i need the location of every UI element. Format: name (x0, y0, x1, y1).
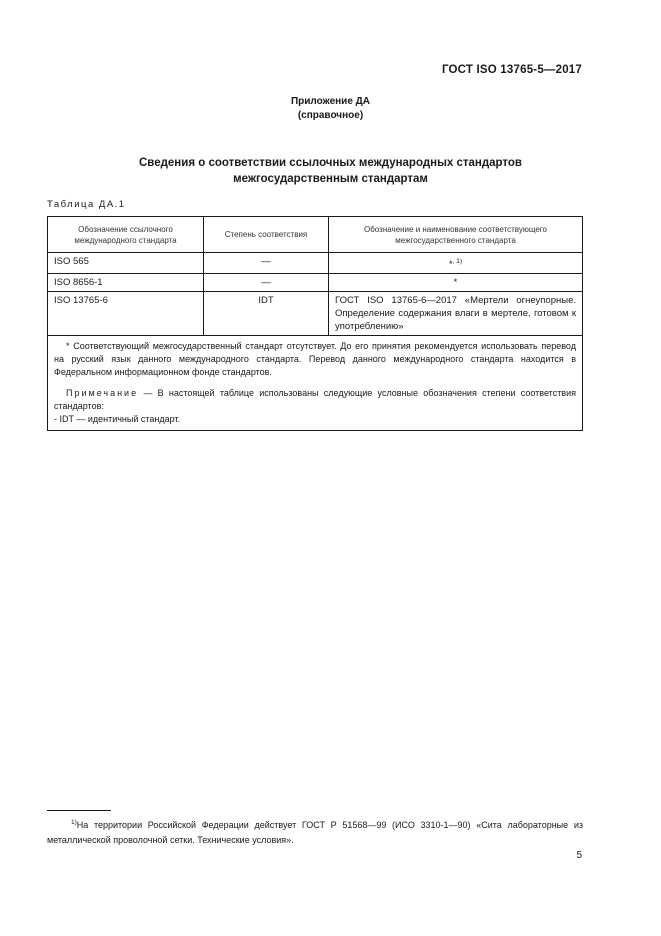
table-row (48, 274, 583, 292)
section-heading-line2: межгосударственным стандартам (233, 173, 428, 185)
footnote (47, 815, 583, 848)
interstate-cell (329, 253, 583, 274)
degree-cell: — (204, 253, 329, 274)
asterisk-mark: * (448, 259, 453, 271)
note-label: Примечание (66, 388, 139, 399)
footnote-divider (47, 810, 111, 811)
section-heading (0, 155, 661, 187)
annex-subtitle: (справочное) (297, 110, 364, 121)
note-item: - IDT — идентичный стандарт. (54, 414, 181, 425)
note-text: — В настоящей таблице использованы следующие условные обозначения степени соответствия стандартов: (54, 388, 576, 412)
footnote-ref: , 1) (452, 258, 463, 265)
footnote-text: На территории Российской Федерации действует ГОСТ Р 51568—99 (ИСО 3310-1—90) «Сита лабораторные из металлической проволочной сетки. Технические условия». (47, 820, 583, 845)
reference-cell: ISO 8656-1 (48, 274, 204, 292)
table-notes (48, 336, 583, 431)
page-number: 5 (576, 850, 582, 861)
annex-block (0, 95, 661, 123)
asterisk-note: * Соответствующий межгосударственный стандарт отсутствует. До его принятия рекомендуется использовать перевод на русский язык данного международного стандарта. Перевод данного международного стандарта находится в Федеральном информационном фонде стандартов. (54, 341, 576, 378)
interstate-cell: ГОСТ ISO 13765-6—2017 «Мертели огнеупорные. Определение содержания влаги в мертеле, готовом к употреблению» (329, 292, 583, 336)
annex-title: Приложение ДА (290, 96, 371, 107)
correspondence-table (47, 216, 583, 431)
table-row (48, 292, 583, 336)
section-heading-line1: Сведения о соответствии ссылочных международных стандартов (138, 157, 522, 169)
column-header-reference: Обозначение ссылочного международного стандарта (48, 217, 204, 253)
asterisk-mark: * (453, 277, 458, 289)
reference-cell: ISO 13765-6 (48, 292, 204, 336)
reference-cell: ISO 565 (48, 253, 204, 274)
table-notes-row (48, 336, 583, 431)
degree-cell: IDT (204, 292, 329, 336)
degree-cell: — (204, 274, 329, 292)
table-label: Таблица ДА.1 (47, 199, 126, 210)
usage-note (54, 387, 576, 413)
document-code: ГОСТ ISO 13765-5—2017 (441, 64, 582, 76)
column-header-degree: Степень соответствия (204, 217, 329, 253)
interstate-cell (329, 274, 583, 292)
footnote-marker: 1) (71, 819, 77, 826)
table-row (48, 253, 583, 274)
column-header-interstate: Обозначение и наименование соответствующего межгосударственного стандарта (329, 217, 583, 253)
